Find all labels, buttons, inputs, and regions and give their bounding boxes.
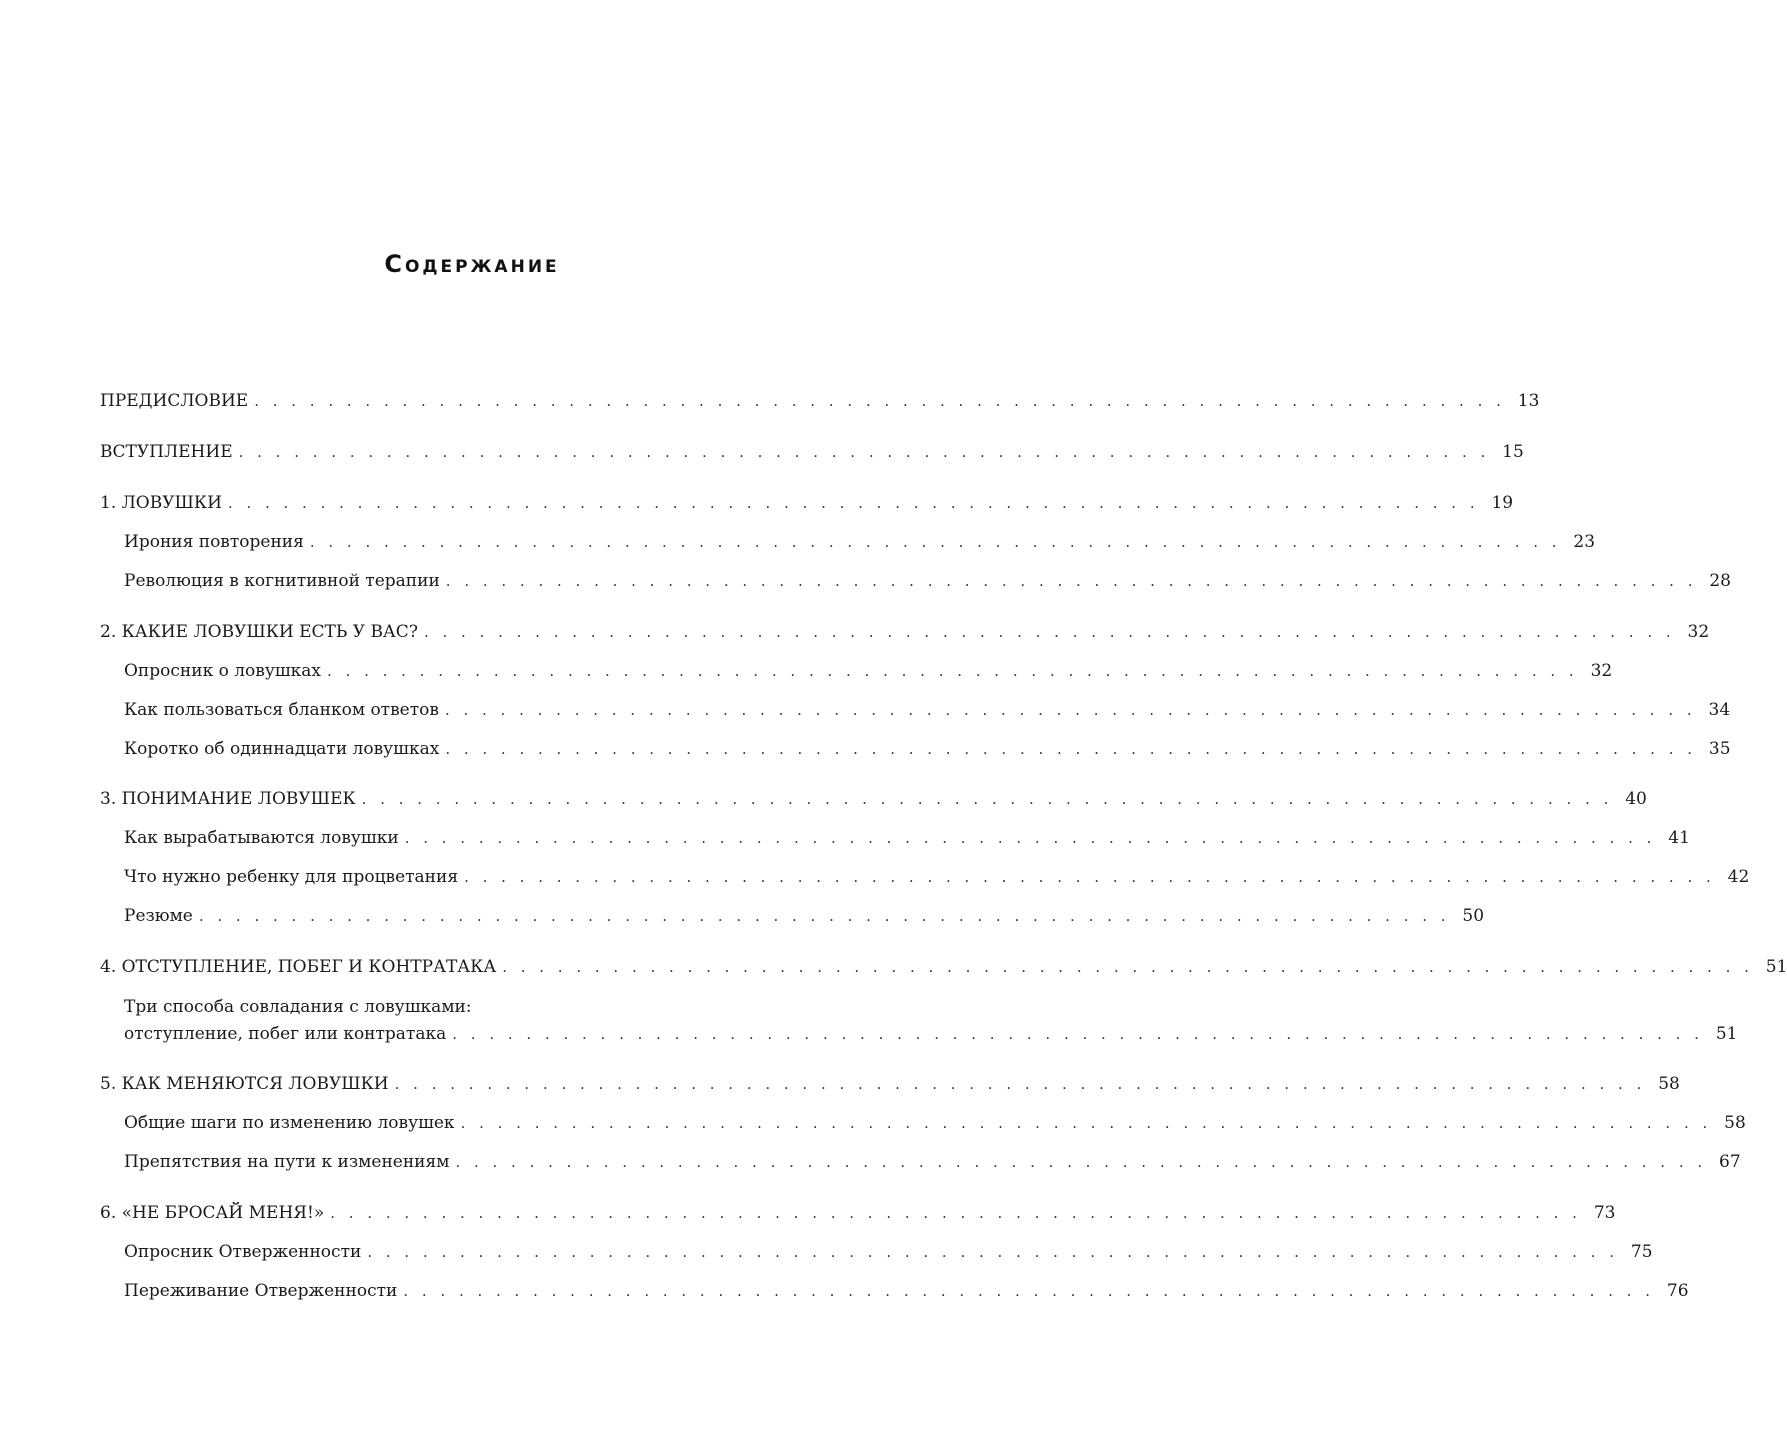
toc-entry-page: 19 bbox=[1491, 493, 1514, 513]
toc-entry-page: 23 bbox=[1573, 532, 1596, 552]
toc-entry-page: 28 bbox=[1709, 571, 1731, 591]
dot-leader: . . . . . . . . . . . . . . . . . . . . . . . . . . . . . . . . . . . . . . . . . . . . . . . . . . . . . . . . . . . . . . . . . . . . bbox=[327, 662, 1579, 680]
toc-entry-label: 2. КАКИЕ ЛОВУШКИ ЕСТЬ У ВАС? bbox=[100, 622, 418, 642]
toc-entry-label: отступление, побег или контратака bbox=[124, 1024, 447, 1044]
dot-leader: . . . . . . . . . . . . . . . . . . . . . . . . . . . . . . . . . . . . . . . . . . . . . . . . . . . . . . . . . . . . . . . . . . . . bbox=[445, 572, 1697, 590]
toc-entry-label: Опросник Отверженности bbox=[124, 1242, 362, 1262]
toc-section[interactable] bbox=[124, 1276, 1689, 1306]
dot-leader: . . . . . . . . . . . . . . . . . . . . . . . . . . . . . . . . . . . . . . . . . . . . . . . . . . . . . . . . . . . . . . . . . . . . bbox=[394, 1075, 1646, 1093]
toc-entry-label: 6. «НЕ БРОСАЙ МЕНЯ!» bbox=[100, 1203, 325, 1223]
toc-entry-label: Переживание Отверженности bbox=[124, 1281, 398, 1301]
toc-entry-label: ВСТУПЛЕНИЕ bbox=[100, 442, 233, 462]
toc-entry-page: 51 bbox=[1765, 957, 1787, 977]
toc-section[interactable] bbox=[124, 862, 1750, 892]
toc-section[interactable] bbox=[124, 1019, 1738, 1049]
toc-entry-page: 32 bbox=[1590, 661, 1613, 681]
toc-entry-page: 67 bbox=[1719, 1152, 1741, 1172]
dot-leader: . . . . . . . . . . . . . . . . . . . . . . . . . . . . . . . . . . . . . . . . . . . . . . . . . . . . . . . . . . . . . . . . . . . . bbox=[238, 443, 1490, 461]
toc-section[interactable] bbox=[124, 1108, 1746, 1138]
dot-leader: . . . . . . . . . . . . . . . . . . . . . . . . . . . . . . . . . . . . . . . . . . . . . . . . . . . . . . . . . . . . . . . . . . . . bbox=[227, 494, 1480, 512]
toc-entry-label: Как пользоваться бланком ответов bbox=[124, 700, 439, 720]
toc-entry-preface[interactable] bbox=[100, 386, 1540, 416]
dot-leader: . . . . . . . . . . . . . . . . . . . . . . . . . . . . . . . . . . . . . . . . . . . . . . . . . . . . . . . . . . . . . . . . . . . . bbox=[367, 1243, 1619, 1261]
toc-entry-page: 34 bbox=[1708, 700, 1731, 720]
toc-entry-label: Общие шаги по изменению ловушек bbox=[124, 1113, 455, 1133]
toc-section[interactable] bbox=[124, 1237, 1653, 1267]
toc-chapter-2[interactable] bbox=[100, 617, 1710, 647]
toc-chapter-6[interactable] bbox=[100, 1198, 1616, 1228]
toc-entry-page: 13 bbox=[1517, 391, 1540, 411]
toc-entry-page: 40 bbox=[1625, 789, 1647, 809]
toc-chapter-3[interactable] bbox=[100, 784, 1647, 814]
dot-leader: . . . . . . . . . . . . . . . . . . . . . . . . . . . . . . . . . . . . . . . . . . . . . . . . . . . . . . . . . . . . . . . . . . . . bbox=[502, 958, 1754, 976]
page-title: Содержание bbox=[384, 250, 560, 278]
toc-entry-page: 51 bbox=[1715, 1024, 1738, 1044]
dot-leader: . . . . . . . . . . . . . . . . . . . . . . . . . . . . . . . . . . . . . . . . . . . . . . . . . . . . . . . . . . . . . . . . . . . . bbox=[464, 868, 1716, 886]
dot-leader: . . . . . . . . . . . . . . . . . . . . . . . . . . . . . . . . . . . . . . . . . . . . . . . . . . . . . . . . . . . . . . . . . . . . bbox=[254, 392, 1506, 410]
dot-leader: . . . . . . . . . . . . . . . . . . . . . . . . . . . . . . . . . . . . . . . . . . . . . . . . . . . . . . . . . . . . . . . . . . . . bbox=[445, 740, 1697, 758]
toc-section[interactable] bbox=[124, 695, 1731, 725]
dot-leader: . . . . . . . . . . . . . . . . . . . . . . . . . . . . . . . . . . . . . . . . . . . . . . . . . . . . . . . . . . . . . . . . . . . . bbox=[423, 623, 1676, 641]
toc-section[interactable] bbox=[124, 656, 1613, 686]
toc-entry-page: 58 bbox=[1724, 1113, 1746, 1133]
toc-entry-page: 15 bbox=[1502, 442, 1524, 462]
dot-leader: . . . . . . . . . . . . . . . . . . . . . . . . . . . . . . . . . . . . . . . . . . . . . . . . . . . . . . . . . . . . . . . . . . . . bbox=[452, 1025, 1704, 1043]
toc-entry-label: ПРЕДИСЛОВИЕ bbox=[100, 391, 249, 411]
toc-entry-page: 75 bbox=[1630, 1242, 1653, 1262]
toc-entry-page: 50 bbox=[1462, 906, 1485, 926]
toc-entry-label: 1. ЛОВУШКИ bbox=[100, 493, 222, 513]
toc-entry-page: 42 bbox=[1727, 867, 1750, 887]
toc-section[interactable] bbox=[124, 823, 1690, 853]
dot-leader: . . . . . . . . . . . . . . . . . . . . . . . . . . . . . . . . . . . . . . . . . . . . . . . . . . . . . . . . . . . . . . . . . . . . bbox=[198, 907, 1451, 925]
toc-entry-page: 32 bbox=[1687, 622, 1710, 642]
dot-leader: . . . . . . . . . . . . . . . . . . . . . . . . . . . . . . . . . . . . . . . . . . . . . . . . . . . . . . . . . . . . . . . . . . . . bbox=[404, 829, 1656, 847]
toc-entry-label: Ирония повторения bbox=[124, 532, 304, 552]
toc-entry-label: Препятствия на пути к изменениям bbox=[124, 1152, 450, 1172]
toc-entry-label: 4. ОТСТУПЛЕНИЕ, ПОБЕГ И КОНТРАТАКА bbox=[100, 957, 497, 977]
toc-entry-label: Как вырабатываются ловушки bbox=[124, 828, 399, 848]
toc-entry-page: 73 bbox=[1593, 1203, 1616, 1223]
toc-section-first-line[interactable]: Три способа совладания с ловушками: bbox=[124, 997, 472, 1017]
toc-section[interactable] bbox=[124, 734, 1731, 764]
toc-chapter-1[interactable] bbox=[100, 488, 1514, 518]
toc-entry-page: 76 bbox=[1666, 1281, 1689, 1301]
toc-entry-label: 5. КАК МЕНЯЮТСЯ ЛОВУШКИ bbox=[100, 1074, 389, 1094]
toc-section[interactable] bbox=[124, 901, 1485, 931]
toc-entry-introduction[interactable] bbox=[100, 437, 1524, 467]
dot-leader: . . . . . . . . . . . . . . . . . . . . . . . . . . . . . . . . . . . . . . . . . . . . . . . . . . . . . . . . . . . . . . . . . . . . bbox=[361, 790, 1613, 808]
dot-leader: . . . . . . . . . . . . . . . . . . . . . . . . . . . . . . . . . . . . . . . . . . . . . . . . . . . . . . . . . . . . . . . . . . . . bbox=[330, 1204, 1582, 1222]
toc-entry-page: 58 bbox=[1658, 1074, 1680, 1094]
dot-leader: . . . . . . . . . . . . . . . . . . . . . . . . . . . . . . . . . . . . . . . . . . . . . . . . . . . . . . . . . . . . . . . . . . . . bbox=[309, 533, 1562, 551]
toc-entry-label: 3. ПОНИМАНИЕ ЛОВУШЕК bbox=[100, 789, 356, 809]
toc-section[interactable] bbox=[124, 527, 1596, 557]
toc-section[interactable] bbox=[124, 1147, 1741, 1177]
toc-entry-label: Резюме bbox=[124, 906, 193, 926]
toc-chapter-5[interactable] bbox=[100, 1069, 1680, 1099]
toc-entry-page: 41 bbox=[1668, 828, 1690, 848]
toc-chapter-4[interactable] bbox=[100, 952, 1787, 982]
toc-entry-label: Революция в когнитивной терапии bbox=[124, 571, 440, 591]
dot-leader: . . . . . . . . . . . . . . . . . . . . . . . . . . . . . . . . . . . . . . . . . . . . . . . . . . . . . . . . . . . . . . . . . . . . bbox=[460, 1114, 1712, 1132]
dot-leader: . . . . . . . . . . . . . . . . . . . . . . . . . . . . . . . . . . . . . . . . . . . . . . . . . . . . . . . . . . . . . . . . . . . . bbox=[403, 1282, 1655, 1300]
dot-leader: . . . . . . . . . . . . . . . . . . . . . . . . . . . . . . . . . . . . . . . . . . . . . . . . . . . . . . . . . . . . . . . . . . . . bbox=[455, 1153, 1707, 1171]
toc-entry-page: 35 bbox=[1708, 739, 1731, 759]
toc-entry-label: Что нужно ребенку для процветания bbox=[124, 867, 459, 887]
toc-entry-label: Опросник о ловушках bbox=[124, 661, 321, 681]
toc-section[interactable] bbox=[124, 566, 1731, 596]
toc-entry-label: Коротко об одиннадцати ловушках bbox=[124, 739, 440, 759]
dot-leader: . . . . . . . . . . . . . . . . . . . . . . . . . . . . . . . . . . . . . . . . . . . . . . . . . . . . . . . . . . . . . . . . . . . . bbox=[444, 701, 1697, 719]
